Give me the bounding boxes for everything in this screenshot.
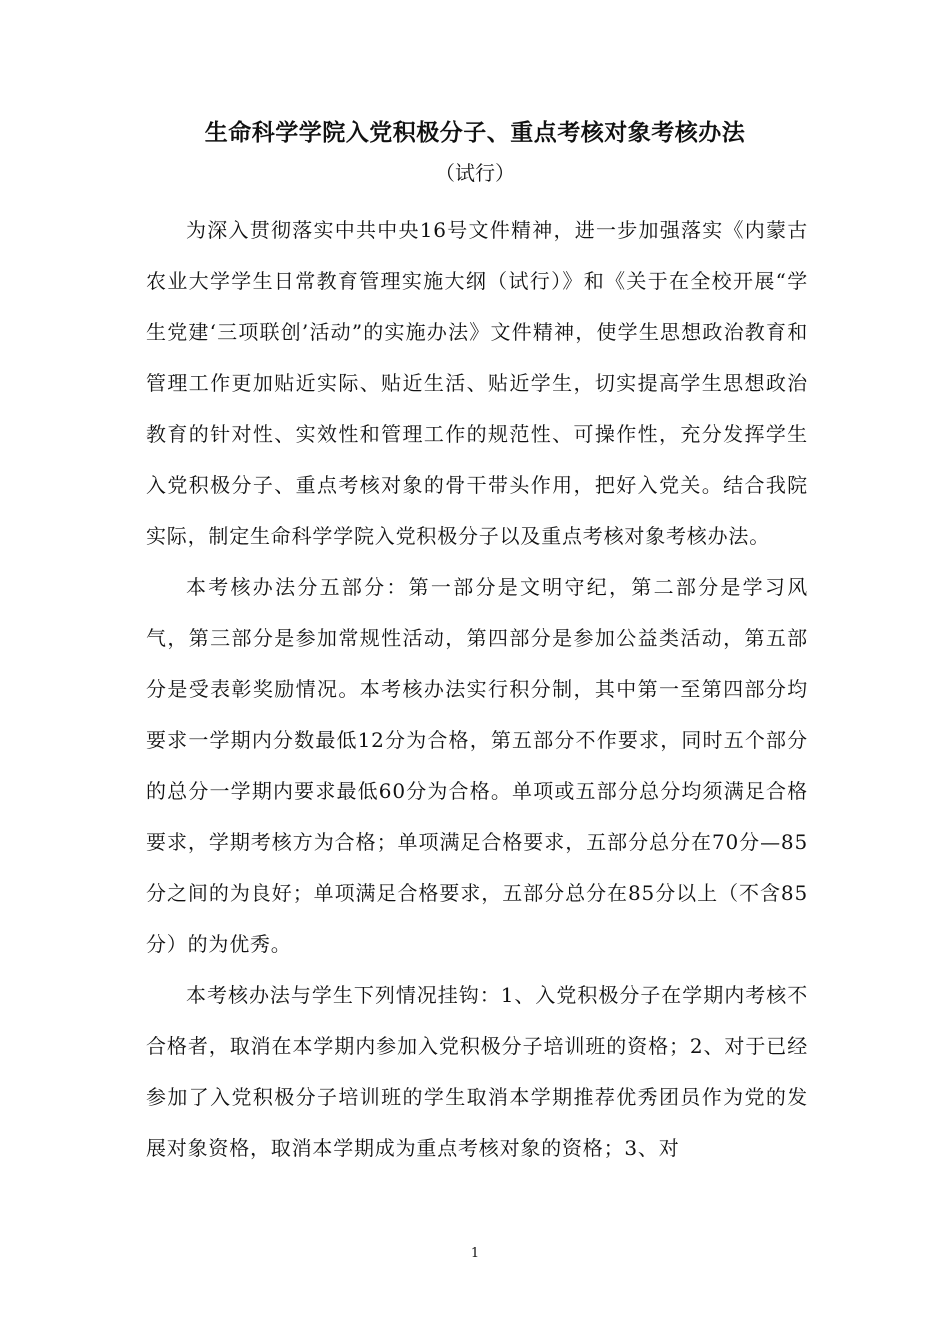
page-number: 1 bbox=[470, 1246, 480, 1261]
document-subtitle: （试行） bbox=[435, 161, 515, 185]
paragraph-structure: 本考核办法分五部分：第一部分是文明守纪，第二部分是学习风气，第三部分是参加常规性活动，第四部分是参加公益类活动，第五部分是受表彰奖励情况。本考核办法实行积分制，其中第一至第四部分均要求一学期内分数最低12分为合格，第五部分不作要求，同时五个部分的总分一学期内要求最低60分为合格。单项或五部分总分均须满足合格要求，学期考核方为合格；单项满足合格要求，五部分总分在70分—85分之间的为良好；单项满足合格要求，五部分总分在85分以上（不含85分）的为优秀。 bbox=[146, 575, 808, 956]
document-title: 生命科学学院入党积极分子、重点考核对象考核办法 bbox=[204, 119, 746, 146]
paragraph-intro: 为深入贯彻落实中共中央16号文件精神，进一步加强落实《内蒙古农业大学学生日常教育管理实施大纲（试行）》和《关于在全校开展“学生党建‘三项联创’活动”的实施办法》文件精神，使学生思想政治教育和管理工作更加贴近实际、贴近生活、贴近学生，切实提高学生思想政治教育的针对性、实效性和管理工作的规范性、可操作性，充分发挥学生入党积极分子、重点考核对象的骨干带头作用，把好入党关。结合我院实际，制定生命科学学院入党积极分子以及重点考核对象考核办法。 bbox=[146, 218, 808, 548]
paragraph-consequences: 本考核办法与学生下列情况挂钩：1、入党积极分子在学期内考核不合格者，取消在本学期内参加入党积极分子培训班的资格；2、对于已经参加了入党积极分子培训班的学生取消本学期推荐优秀团员作为党的发展对象资格，取消本学期成为重点考核对象的资格；3、对 bbox=[146, 983, 808, 1160]
document-body bbox=[146, 205, 808, 1174]
